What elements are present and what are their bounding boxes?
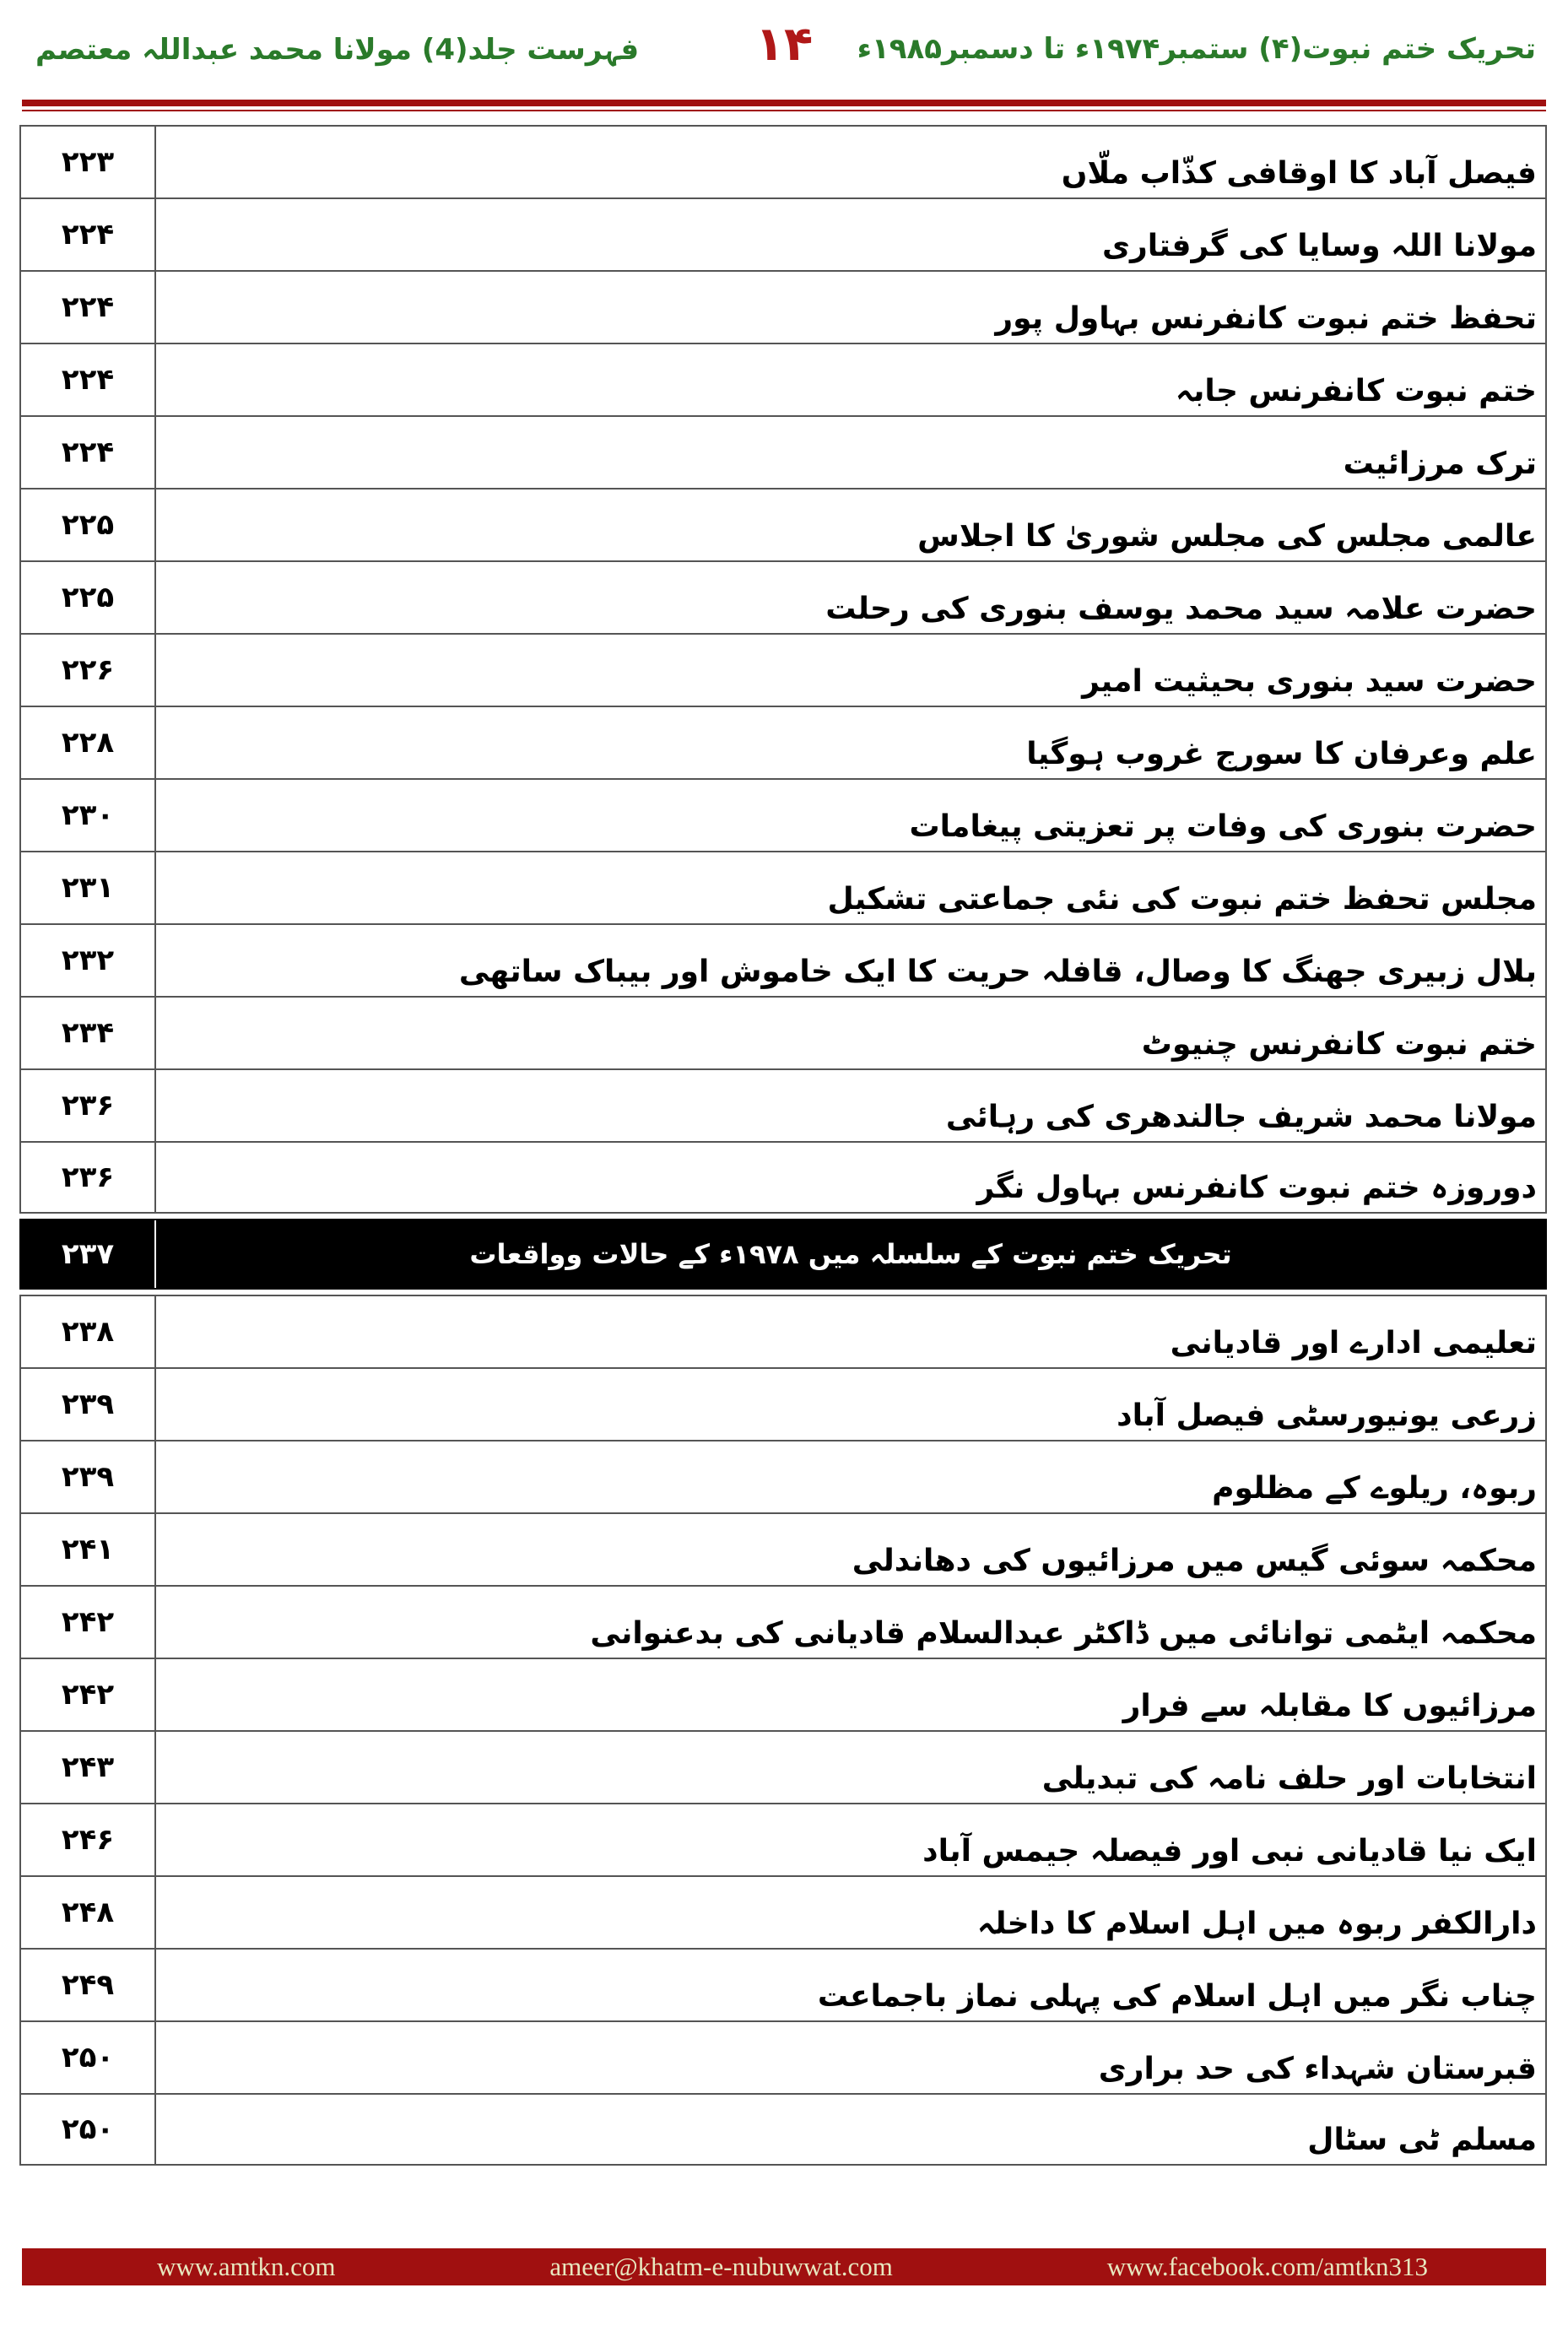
toc-page-number: ۲۵۰ — [21, 2095, 156, 2164]
header-rule-thin — [22, 110, 1546, 111]
website-link[interactable]: www.amtkn.com — [157, 2252, 336, 2281]
page-header — [0, 0, 1568, 101]
toc-entry-title: زرعی یونیورسٹی فیصل آباد — [1117, 1398, 1537, 1433]
toc-row[interactable] — [19, 560, 1547, 633]
toc-row[interactable] — [19, 2093, 1547, 2166]
toc-page-number: ۲۳۰ — [21, 780, 156, 851]
toc-page-number: ۲۲۴ — [21, 417, 156, 488]
toc-page-number: ۲۲۳ — [21, 127, 156, 197]
toc-entry-title: مسلم ٹی سٹال — [1307, 2123, 1537, 2157]
toc-page-number: ۲۲۶ — [21, 635, 156, 706]
toc-page-number: ۲۳۶ — [21, 1070, 156, 1141]
toc-entry-title: انتخابات اور حلف نامہ کی تبدیلی — [1041, 1761, 1537, 1796]
toc-page-number: ۲۴۳ — [21, 1732, 156, 1803]
toc-row[interactable] — [19, 1803, 1547, 1875]
toc-row[interactable] — [19, 851, 1547, 923]
toc-row[interactable] — [19, 270, 1547, 343]
header-rule — [22, 100, 1546, 106]
toc-page-number: ۲۵۰ — [21, 2022, 156, 2093]
toc-page-number: ۲۲۴ — [21, 344, 156, 415]
toc-entry-title: تعلیمی ادارے اور قادیانی — [1170, 1326, 1537, 1360]
toc-row[interactable] — [19, 1875, 1547, 1948]
toc-row[interactable] — [19, 1367, 1547, 1440]
toc-entry-title: بلال زبیری جھنگ کا وصال، قافلہ حریت کا ایک خاموش اور بیباک ساتھی — [458, 955, 1537, 989]
toc-row[interactable] — [19, 125, 1547, 197]
toc-entry-title: عالمی مجلس کی مجلس شوریٰ کا اجلاس — [917, 519, 1537, 554]
toc-page-number: ۲۳۴ — [21, 998, 156, 1068]
toc-page-number: ۲۲۴ — [21, 272, 156, 343]
toc-page-number: ۲۳۷ — [21, 1220, 156, 1288]
toc-row[interactable] — [19, 633, 1547, 706]
toc-row[interactable] — [19, 415, 1547, 488]
toc-page-number: ۲۴۱ — [21, 1514, 156, 1585]
toc-entry-title: مولانا اللہ وسایا کی گرفتاری — [1101, 229, 1537, 263]
book-title: تحریک ختم نبوت(۴) ستمبر۱۹۷۴ء تا دسمبر۱۹۸۵ء — [857, 32, 1536, 66]
toc-page-number: ۲۴۹ — [21, 1950, 156, 2020]
toc-row[interactable] — [19, 1658, 1547, 1730]
page-number: ۱۴ — [754, 17, 814, 72]
table-of-contents — [19, 125, 1547, 2166]
toc-page-number: ۲۳۲ — [21, 925, 156, 996]
toc-entry-title: حضرت بنوری کی وفات پر تعزیتی پیغامات — [909, 809, 1537, 844]
toc-entry-title: فیصل آباد کا اوقافی کذّاب ملّاں — [1061, 156, 1537, 191]
toc-page-number: ۲۳۱ — [21, 852, 156, 923]
toc-entry-title: محکمہ ایٹمی توانائی میں ڈاکٹر عبدالسلام قادیانی کی بدعنوانی — [590, 1616, 1537, 1651]
toc-entry-title: محکمہ سوئی گیس میں مرزائیوں کی دھاندلی — [852, 1544, 1537, 1578]
toc-entry-title: حضرت علامہ سید محمد یوسف بنوری کی رحلت — [825, 592, 1537, 626]
toc-entry-title: مولانا محمد شریف جالندھری کی رہائی — [945, 1100, 1537, 1134]
toc-entry-title: تحریک ختم نبوت کے سلسلہ میں ۱۹۷۸ء کے حالات وواقعات — [469, 1238, 1232, 1270]
toc-page-number: ۲۳۹ — [21, 1441, 156, 1512]
toc-page-number: ۲۴۲ — [21, 1659, 156, 1730]
toc-page-number: ۲۳۹ — [21, 1369, 156, 1440]
toc-row[interactable] — [19, 488, 1547, 560]
toc-entry-title: مرزائیوں کا مقابلہ سے فرار — [1122, 1689, 1537, 1723]
toc-entry-title: تحفظ ختم نبوت کانفرنس بہاول پور — [995, 301, 1537, 336]
toc-page-number: ۲۳۶ — [21, 1143, 156, 1212]
toc-page-number: ۲۴۸ — [21, 1877, 156, 1948]
toc-entry-title: دوروزہ ختم نبوت کانفرنس بہاول نگر — [976, 1171, 1537, 1205]
toc-row[interactable] — [19, 1730, 1547, 1803]
toc-row[interactable] — [19, 1585, 1547, 1658]
toc-row[interactable] — [19, 1141, 1547, 1214]
toc-entry-title: ترک مرزائیت — [1343, 446, 1537, 481]
toc-entry-title: مجلس تحفظ ختم نبوت کی نئی جماعتی تشکیل — [827, 882, 1537, 917]
toc-row[interactable] — [19, 923, 1547, 996]
email-link[interactable]: ameer@khatm-e-nubuwwat.com — [549, 2252, 893, 2281]
toc-row[interactable] — [19, 996, 1547, 1068]
facebook-link[interactable]: www.facebook.com/amtkn313 — [1106, 2252, 1428, 2281]
toc-page-number: ۲۴۲ — [21, 1587, 156, 1658]
toc-row[interactable] — [19, 1440, 1547, 1512]
toc-page-number: ۲۲۵ — [21, 489, 156, 560]
toc-entry-title: چناب نگر میں اہل اسلام کی پہلی نماز باجماعت — [817, 1979, 1537, 2014]
toc-section-heading[interactable] — [19, 1219, 1547, 1290]
toc-row[interactable] — [19, 1512, 1547, 1585]
volume-index-label: فہرست جلد(4) مولانا محمد عبداللہ معتصم — [35, 33, 640, 67]
toc-row[interactable] — [19, 1295, 1547, 1367]
toc-page-number: ۲۴۶ — [21, 1804, 156, 1875]
toc-row[interactable] — [19, 1068, 1547, 1141]
toc-page-number: ۲۲۸ — [21, 707, 156, 778]
toc-entry-title: قبرستان شہداء کی حد براری — [1098, 2052, 1537, 2086]
toc-row[interactable] — [19, 343, 1547, 415]
toc-entry-title: حضرت سید بنوری بحیثیت امیر — [1082, 664, 1537, 699]
toc-entry-title: ربوہ، ریلوے کے مظلوم — [1212, 1471, 1537, 1506]
toc-row[interactable] — [19, 2020, 1547, 2093]
toc-page-number: ۲۳۸ — [21, 1296, 156, 1367]
toc-row[interactable] — [19, 706, 1547, 778]
toc-row[interactable] — [19, 197, 1547, 270]
page-footer — [22, 2248, 1546, 2285]
toc-row[interactable] — [19, 778, 1547, 851]
toc-entry-title: ختم نبوت کانفرنس جابہ — [1175, 374, 1537, 408]
toc-entry-title: دارالکفر ربوہ میں اہل اسلام کا داخلہ — [976, 1907, 1537, 1941]
toc-page-number: ۲۲۵ — [21, 562, 156, 633]
toc-entry-title: علم وعرفان کا سورج غروب ہوگیا — [1026, 737, 1537, 771]
toc-entry-title: ایک نیا قادیانی نبی اور فیصلہ جیمس آباد — [922, 1834, 1537, 1869]
toc-row[interactable] — [19, 1948, 1547, 2020]
toc-page-number: ۲۲۴ — [21, 199, 156, 270]
toc-entry-title: ختم نبوت کانفرنس چنیوٹ — [1141, 1027, 1537, 1062]
